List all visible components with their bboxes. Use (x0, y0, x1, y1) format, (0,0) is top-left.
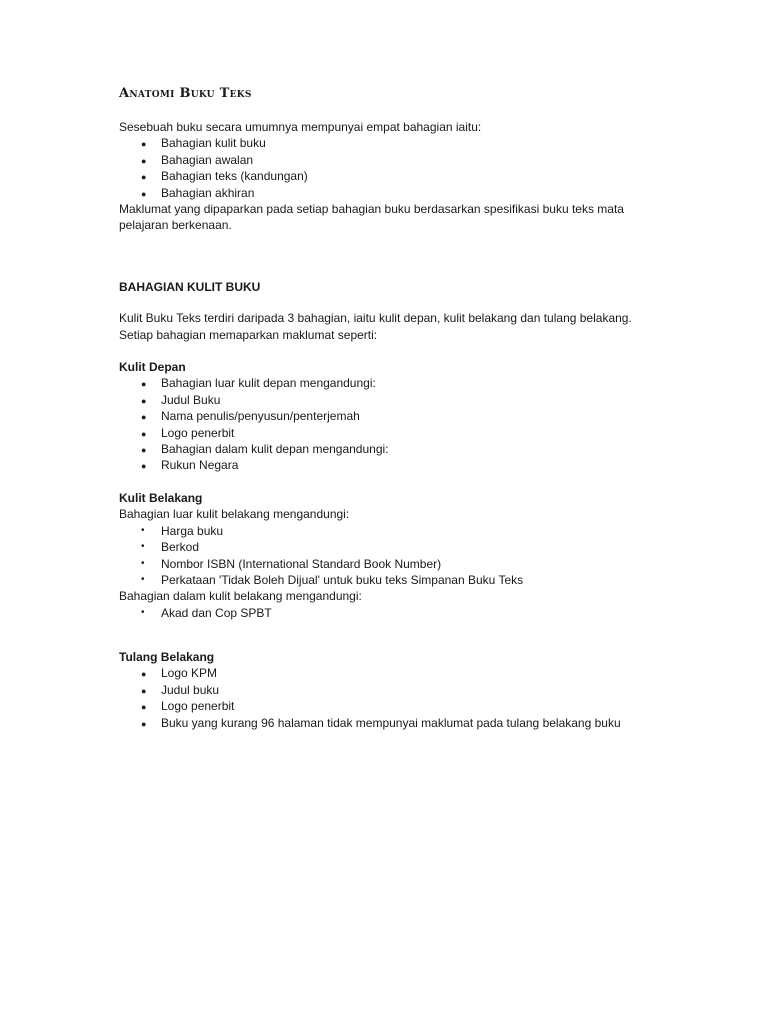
list-item: • Nombor ISBN (International Standard Book Number) (141, 556, 442, 571)
tulang-belakang-heading: Tulang Belakang (119, 650, 215, 664)
bullet-icon: ● (141, 669, 147, 680)
bullet-icon: • (141, 574, 145, 586)
list-item: • Akad dan Cop SPBT (141, 605, 272, 620)
bullet-icon: ● (141, 139, 147, 150)
kulit-buku-heading: BAHAGIAN KULIT BUKU (119, 280, 261, 294)
kulit-depan-section (119, 359, 389, 474)
bullet-icon: ● (141, 718, 147, 729)
bullet-icon: ● (141, 428, 147, 439)
list-item: ● Bahagian awalan (119, 152, 624, 168)
list-item: ● Logo penerbit (119, 425, 389, 441)
kulit-depan-list (119, 375, 389, 473)
kulit-belakang-inner-list (119, 605, 523, 621)
kulit-buku-section (119, 279, 632, 343)
list-item: ● Buku yang kurang 96 halaman tidak mempunyai maklumat pada tulang belakang buku (119, 715, 621, 731)
list-item: ● Bahagian akhiran (119, 185, 624, 201)
list-item: ● Bahagian kulit buku (119, 135, 624, 151)
list-item: ● Logo KPM (119, 665, 621, 681)
bullet-icon: ● (141, 702, 147, 713)
kulit-belakang-heading: Kulit Belakang (119, 491, 203, 505)
closing-text-line2: pelajaran berkenaan. (119, 218, 232, 233)
list-item: ● Judul buku (119, 682, 621, 698)
list-item: ● Nama penulis/penyusun/penterjemah (119, 408, 389, 424)
bullet-icon: • (141, 541, 145, 553)
bullet-icon: ● (141, 172, 147, 183)
list-item: ● Bahagian luar kulit depan mengandungi: (119, 375, 389, 391)
bullet-icon: ● (141, 155, 147, 166)
bullet-icon: • (141, 557, 145, 569)
bullet-icon: ● (141, 445, 147, 456)
list-item: ● Judul Buku (119, 392, 389, 408)
list-item: • Berkod (141, 540, 200, 555)
kulit-belakang-section (119, 490, 523, 621)
bullet-icon: ● (141, 395, 147, 406)
kulit-belakang-outer-intro: Bahagian luar kulit belakang mengandungi: (119, 507, 350, 522)
list-item: • Harga buku (141, 523, 224, 538)
list-item: ● Rukun Negara (119, 457, 389, 473)
list-item: • Perkataan 'Tidak Boleh Dijual' untuk buku teks Simpanan Buku Teks (141, 573, 524, 588)
document-title: Anatomi Buku Teks (119, 86, 252, 101)
kulit-belakang-outer-list (119, 523, 523, 589)
kulit-buku-text-line1: Kulit Buku Teks terdiri daripada 3 bahagian, iaitu kulit depan, kulit belakang dan tulang belakang. (119, 311, 632, 326)
closing-text-line1: Maklumat yang dipaparkan pada setiap bahagian buku berdasarkan spesifikasi buku teks mata (119, 202, 624, 217)
intro-section (119, 119, 624, 234)
list-item: ● Bahagian dalam kulit depan mengandungi: (119, 441, 389, 457)
bullet-icon: ● (141, 685, 147, 696)
intro-text: Sesebuah buku secara umumnya mempunyai empat bahagian iaitu: (119, 120, 482, 134)
bullet-icon: ● (141, 379, 147, 390)
kulit-depan-heading: Kulit Depan (119, 360, 186, 374)
bullet-icon: ● (141, 188, 147, 199)
list-item: ● Bahagian teks (kandungan) (119, 168, 624, 184)
bullet-icon: ● (141, 461, 147, 472)
intro-list (119, 135, 624, 201)
bullet-icon: • (141, 606, 145, 618)
bullet-icon: ● (141, 412, 147, 423)
tulang-belakang-list (119, 665, 621, 731)
bullet-icon: • (141, 524, 145, 536)
kulit-buku-text-line2: Setiap bahagian memaparkan maklumat seperti: (119, 327, 378, 342)
tulang-belakang-section (119, 649, 621, 731)
kulit-belakang-inner-intro: Bahagian dalam kulit belakang mengandungi: (119, 589, 362, 604)
list-item: ● Logo penerbit (119, 698, 621, 714)
